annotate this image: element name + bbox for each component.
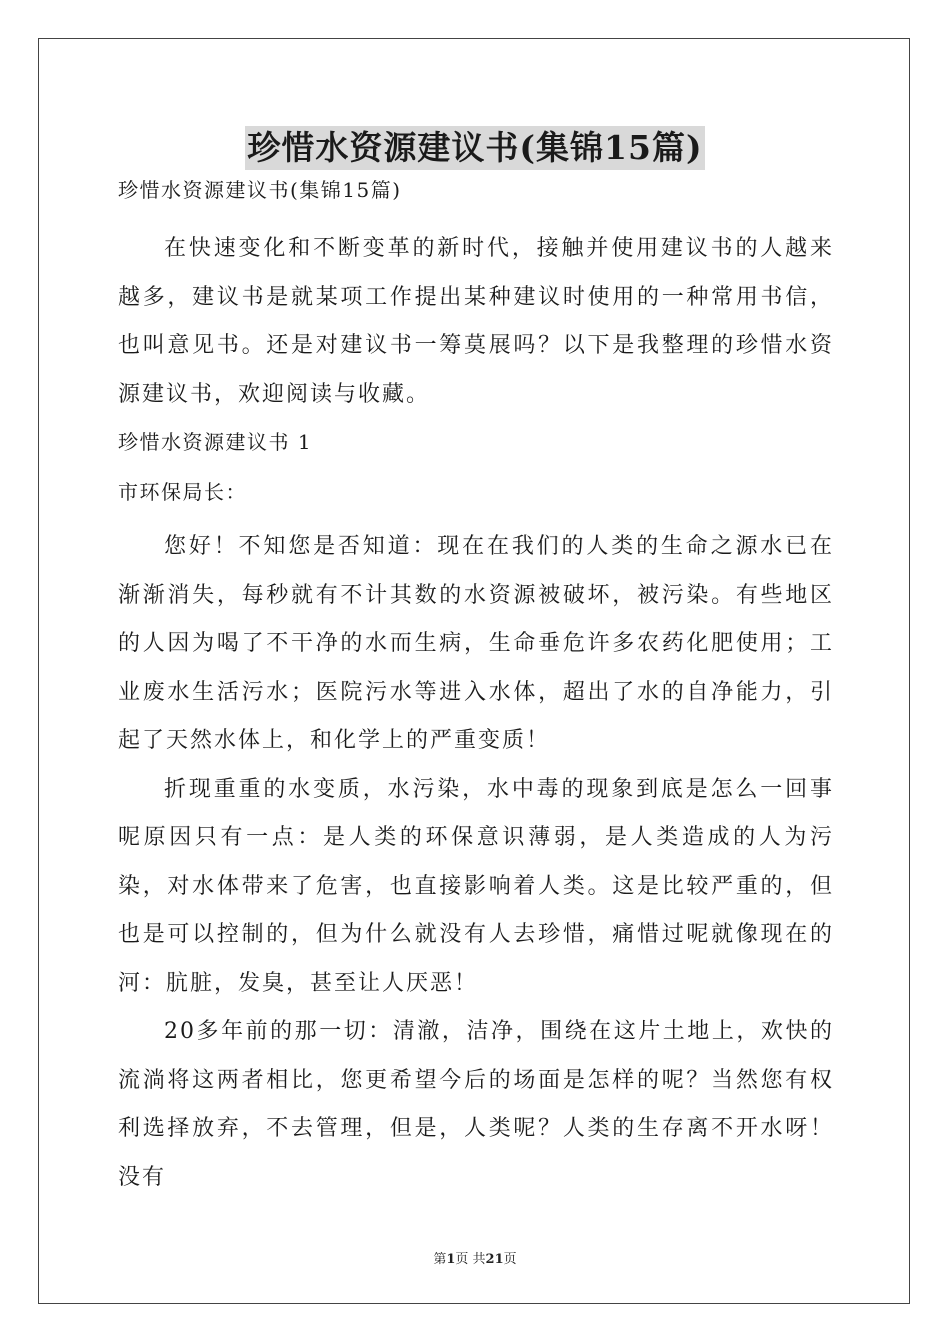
body-paragraph-2: 折现重重的水变质，水污染，水中毒的现象到底是怎么一回事呢原因只有一点：是人类的环保意识薄弱，是人类造成的人为污染，对水体带来了危害，也直接影响着人类。这是比较严重的，但也是可以控制的，但为什么就没有人去珍惜，痛惜过呢就像现在的河：肮脏，发臭，甚至让人厌恶！ <box>118 776 834 996</box>
body-paragraph-1: 您好！不知您是否知道：现在在我们的人类的生命之源水已在渐渐消失，每秒就有不计其数的水资源被破坏，被污染。有些地区的人因为喝了不干净的水而生病，生命垂危许多农药化肥使用；工业废水生活污水；医院污水等进入水体，超出了水的自净能力，引起了天然水体上，和化学上的严重变质！ <box>118 534 834 753</box>
section-heading: 珍惜水资源建议书 1 <box>118 430 313 454</box>
document-subtitle: 珍惜水资源建议书(集锦15篇) <box>118 178 402 202</box>
intro-paragraph: 在快速变化和不断变革的新时代，接触并使用建议书的人越来越多，建议书是就某项工作提出某种建议时使用的一种常用书信，也叫意见书。还是对建议书一筹莫展吗？以下是我整理的珍惜水资源建议书，欢迎阅读与收藏。 <box>118 236 834 407</box>
footer-page-total: 21 <box>485 1252 504 1267</box>
document-body <box>118 177 834 1202</box>
page-footer <box>0 1248 950 1267</box>
footer-page-prefix: 第 <box>433 1252 447 1267</box>
footer-page-suffix: 页 <box>503 1252 517 1267</box>
salutation: 市环保局长： <box>118 480 247 504</box>
footer-page-current: 1 <box>446 1252 456 1267</box>
document-title: 珍惜水资源建议书(集锦15篇) <box>245 126 704 170</box>
title-container <box>0 126 950 170</box>
footer-page-mid: 页 共 <box>455 1252 486 1267</box>
body-paragraph-3: 20多年前的那一切：清澈，洁净，围绕在这片土地上，欢快的流淌将这两者相比，您更希望今后的场面是怎样的呢？当然您有权利选择放弃，不去管理，但是，人类呢？人类的生存离不开水呀！没有 <box>118 1019 834 1190</box>
